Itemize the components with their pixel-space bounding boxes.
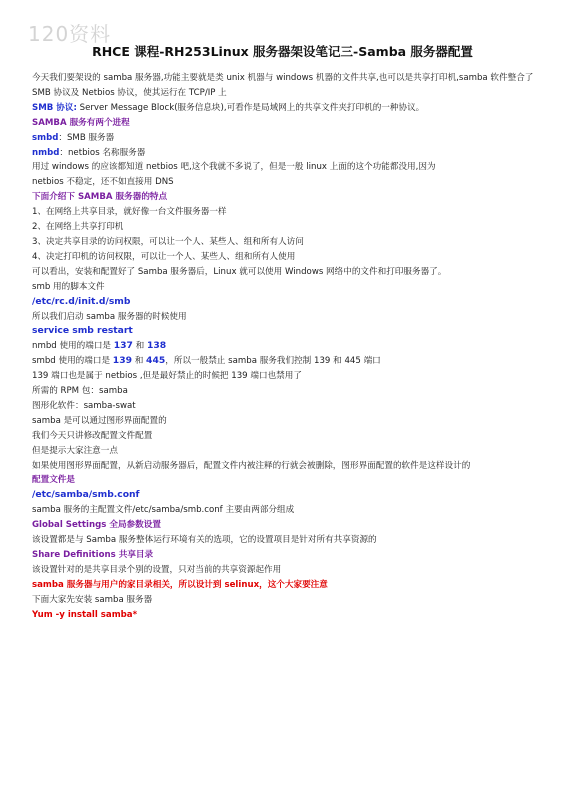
port-number: 139: [112, 355, 132, 367]
document-title: RHCE 课程-RH253Linux 服务器架设笔记三-Samba 服务器配置: [92, 44, 473, 59]
text-line: [32, 339, 537, 354]
text-line: 下面大家先安装 samba 服务器: [32, 594, 153, 605]
text-line: 配置文件是: [32, 475, 75, 486]
line-text: 和: [131, 356, 147, 367]
text-line: 1、在网络上共享目录，就好像一台文件服务器一样: [32, 207, 227, 218]
text-line: 但是提示大家注意一点: [32, 445, 118, 456]
text-line: service smb restart: [32, 325, 133, 337]
text-line: 所以我们启动 samba 服务器的时候使用: [32, 311, 187, 322]
text-line: samba 服务器与用户的家目录相关，所以设计到 selinux，这个大家要注意: [32, 579, 328, 590]
line-lead: nmbd: [32, 147, 60, 158]
text-line: Global Settings 全局参数设置: [32, 520, 161, 531]
text-line: netbios 不稳定，还不如直接用 DNS: [32, 177, 174, 188]
document-body: [32, 71, 537, 623]
text-line: 图形化软件：samba-swat: [32, 400, 136, 411]
text-line: 4、决定打印机的访问权限，可以让一个人、某些人、组和所有人使用: [32, 251, 296, 262]
port-number: 138: [147, 340, 167, 352]
text-line: 今天我们要架设的 samba 服务器,功能主要就是类 unix 机器与 windows 机器的文件共享,也可以是共享打印机,samba 软件整合了 SMB 协议及 Netbios 协议，使其运行在 TCP/IP 上: [32, 73, 534, 98]
line-text: 和: [132, 341, 148, 352]
text-line: smb 用的脚本文件: [32, 281, 105, 292]
text-line: 所需的 RPM 包：samba: [32, 386, 128, 397]
text-line: samba 服务的主配置文件/etc/samba/smb.conf 主要由两部分组成: [32, 505, 295, 516]
text-line: 该设置针对的是共享目录个别的设置，只对当前的共享资源起作用: [32, 564, 282, 575]
text-line: 可以看出，安装和配置好了 Samba 服务器后，Linux 就可以使用 Windows 网络中的文件和打印服务器了。: [32, 266, 447, 277]
text-line: 用过 windows 的应该都知道 netbios 吧,这个我就不多说了，但是一般 linux 上面的这个功能都没用,因为: [32, 162, 436, 173]
text-line: 3、决定共享目录的访问权限，可以让一个人、某些人、组和所有人访问: [32, 236, 304, 247]
text-line: /etc/samba/smb.conf: [32, 489, 140, 501]
text-line: 下面介绍下 SAMBA 服务器的特点: [32, 192, 168, 203]
text-line: SAMBA 服务有两个进程: [32, 117, 130, 128]
watermark: 120资料: [28, 22, 112, 46]
line-text: ：SMB 服务器: [58, 132, 115, 143]
text-line: Share Definitions 共享目录: [32, 550, 154, 560]
text-line: /etc/rc.d/init.d/smb: [32, 295, 131, 307]
text-line: Yum -y install samba*: [32, 609, 138, 620]
line-lead: SMB 协议:: [32, 102, 77, 113]
text-line: [32, 131, 537, 146]
line-text: nmbd 使用的端口是: [32, 341, 114, 352]
text-line: [32, 146, 537, 161]
line-text: ：netbios 名称服务器: [59, 147, 146, 158]
line-text: ，所以一般禁止 samba 服务我们控制 139 和 445 端口: [165, 356, 381, 367]
text-line: [32, 354, 537, 369]
text-line: samba 是可以通过图形界面配置的: [32, 415, 167, 426]
line-text: smbd 使用的端口是: [32, 356, 113, 367]
line-text: Server Message Block(服务信息块),可看作是局域网上的共享文件夹打印机的一种协议。: [76, 102, 425, 113]
text-line: 2、在网络上共享打印机: [32, 222, 124, 233]
text-line: 139 端口也是属于 netbios ,但是最好禁止的时候把 139 端口也禁用了: [32, 371, 302, 382]
text-line: 如果使用图形界面配置，从新启动服务器后，配置文件内被注释的行就会被删除，图形界面配置的软件是这样设计的: [32, 460, 471, 471]
port-number: 445: [146, 355, 166, 367]
port-number: 137: [113, 340, 133, 352]
text-line: 我们今天只讲修改配置文件配置: [32, 430, 153, 441]
text-line: 该设置都是与 Samba 服务整体运行环境有关的选项，它的设置项目是针对所有共享资源的: [32, 535, 377, 546]
line-lead: smbd: [32, 132, 59, 143]
text-line: [32, 101, 537, 116]
